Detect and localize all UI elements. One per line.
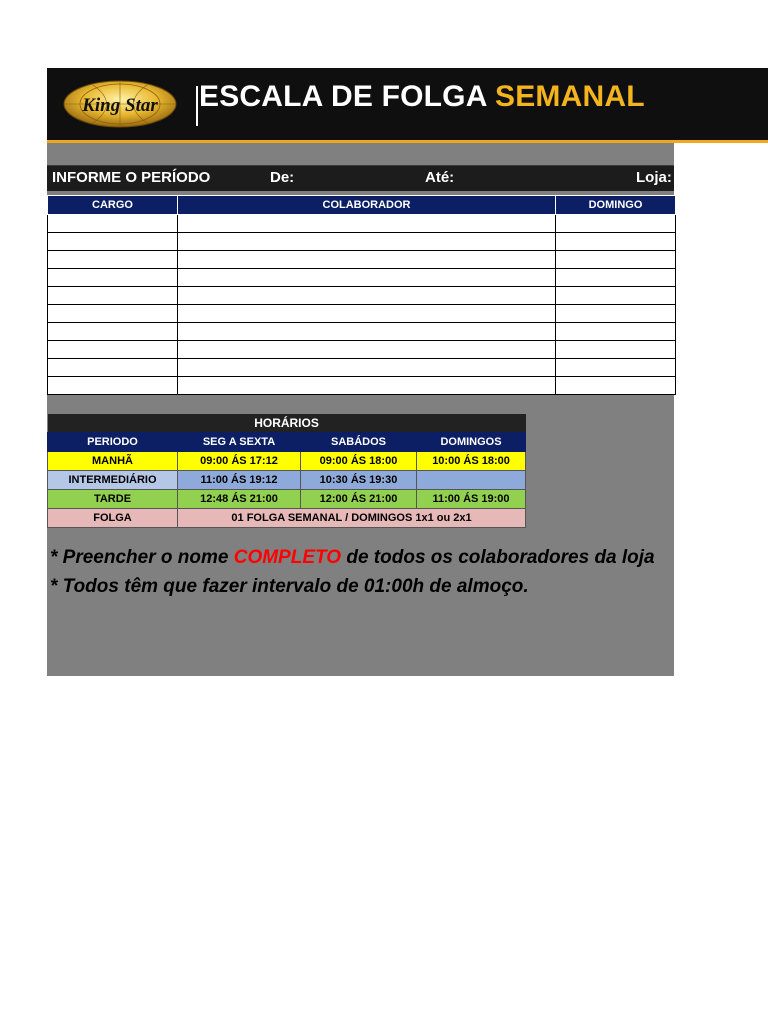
- colaborador-cell[interactable]: [178, 251, 556, 269]
- colaborador-cell[interactable]: [178, 233, 556, 251]
- title-accent: SEMANAL: [494, 80, 645, 113]
- cell-seg-sexta: 12:48 ÁS 21:00: [178, 490, 301, 509]
- kingstar-logo: [63, 80, 177, 128]
- store-label[interactable]: Loja:: [636, 169, 672, 186]
- domingo-cell[interactable]: [556, 215, 676, 233]
- col-seg-sexta: SEG A SEXTA: [178, 433, 301, 452]
- domingo-cell[interactable]: [556, 341, 676, 359]
- cargo-cell[interactable]: [48, 305, 178, 323]
- note-lunch-break: * Todos têm que fazer intervalo de 01:00h de almoço.: [50, 576, 529, 597]
- domingo-cell[interactable]: [556, 377, 676, 395]
- table-row: [48, 341, 676, 359]
- cell-periodo: INTERMEDIÁRIO: [48, 471, 178, 490]
- colaborador-cell[interactable]: [178, 215, 556, 233]
- row-tarde: [48, 490, 526, 509]
- period-to-label[interactable]: Até:: [425, 169, 455, 186]
- horarios-title: HORÁRIOS: [48, 414, 526, 433]
- col-cargo: CARGO: [48, 196, 178, 215]
- col-colaborador: COLABORADOR: [178, 196, 556, 215]
- colaborador-cell[interactable]: [178, 359, 556, 377]
- cargo-cell[interactable]: [48, 377, 178, 395]
- cargo-cell[interactable]: [48, 287, 178, 305]
- cell-periodo: TARDE: [48, 490, 178, 509]
- cargo-cell[interactable]: [48, 359, 178, 377]
- col-domingos: DOMINGOS: [417, 433, 526, 452]
- horarios-table: [47, 414, 526, 528]
- domingo-cell[interactable]: [556, 287, 676, 305]
- colaborador-cell[interactable]: [178, 323, 556, 341]
- cell-sabados: 12:00 ÁS 21:00: [301, 490, 417, 509]
- cell-domingos: 10:00 ÁS 18:00: [417, 452, 526, 471]
- cargo-cell[interactable]: [48, 251, 178, 269]
- col-sabados: SABÁDOS: [301, 433, 417, 452]
- domingo-cell[interactable]: [556, 269, 676, 287]
- col-domingo: DOMINGO: [556, 196, 676, 215]
- domingo-cell[interactable]: [556, 323, 676, 341]
- colaborador-cell[interactable]: [178, 377, 556, 395]
- cell-sabados: 09:00 ÁS 18:00: [301, 452, 417, 471]
- period-bar: [47, 165, 674, 191]
- page-title: ESCALA DE FOLGA SEMANAL: [199, 80, 645, 113]
- period-from-label[interactable]: De:: [270, 169, 295, 186]
- row-folga: [48, 509, 526, 528]
- col-periodo: PERIODO: [48, 433, 178, 452]
- logo-text: King Star: [82, 95, 158, 116]
- cell-domingos: [417, 471, 526, 490]
- cargo-cell[interactable]: [48, 269, 178, 287]
- cell-domingos: 11:00 ÁS 19:00: [417, 490, 526, 509]
- page-header: [47, 68, 768, 143]
- schedule-body: [48, 215, 676, 395]
- cargo-cell[interactable]: [48, 323, 178, 341]
- cargo-cell[interactable]: [48, 341, 178, 359]
- table-row: [48, 359, 676, 377]
- schedule-table: [47, 195, 676, 395]
- cargo-cell[interactable]: [48, 215, 178, 233]
- cell-seg-sexta: 09:00 ÁS 17:12: [178, 452, 301, 471]
- row-intermediario: [48, 471, 526, 490]
- table-row: [48, 323, 676, 341]
- cell-periodo: MANHÃ: [48, 452, 178, 471]
- cell-sabados: 10:30 ÁS 19:30: [301, 471, 417, 490]
- domingo-cell[interactable]: [556, 233, 676, 251]
- header-divider: [196, 86, 198, 126]
- colaborador-cell[interactable]: [178, 305, 556, 323]
- note-complete-name: * Preencher o nome COMPLETO de todos os colaboradores da loja: [50, 547, 655, 568]
- colaborador-cell[interactable]: [178, 287, 556, 305]
- note-highlight: COMPLETO: [233, 547, 342, 568]
- period-label: INFORME O PERÍODO: [52, 169, 211, 186]
- row-manha: [48, 452, 526, 471]
- table-row: [48, 215, 676, 233]
- colaborador-cell[interactable]: [178, 341, 556, 359]
- table-row: [48, 377, 676, 395]
- domingo-cell[interactable]: [556, 305, 676, 323]
- cargo-cell[interactable]: [48, 233, 178, 251]
- colaborador-cell[interactable]: [178, 269, 556, 287]
- domingo-cell[interactable]: [556, 251, 676, 269]
- cell-periodo: FOLGA: [48, 509, 178, 528]
- table-row: [48, 305, 676, 323]
- table-row: [48, 287, 676, 305]
- domingo-cell[interactable]: [556, 359, 676, 377]
- table-row: [48, 233, 676, 251]
- cell-folga-merged: 01 FOLGA SEMANAL / DOMINGOS 1x1 ou 2x1: [178, 509, 526, 528]
- table-row: [48, 269, 676, 287]
- cell-seg-sexta: 11:00 ÁS 19:12: [178, 471, 301, 490]
- table-row: [48, 251, 676, 269]
